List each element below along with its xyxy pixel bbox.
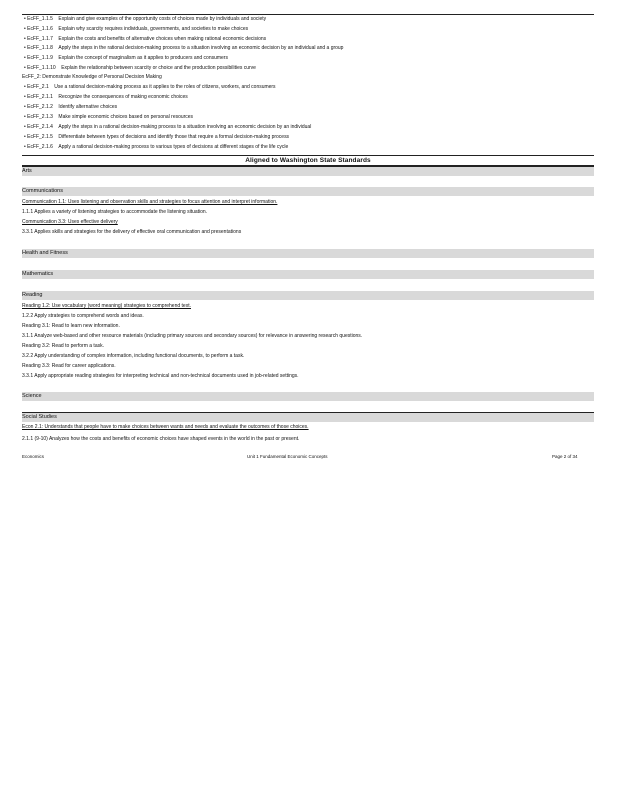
list-item: • EcFF_2.1.3 Make simple economic choices based on personal resources xyxy=(23,114,194,120)
footer-page-number: Page 2 of 34 xyxy=(552,454,578,459)
footer-left: Economics xyxy=(22,454,45,459)
list-item: • EcFF_2.1.6 Apply a rational decision-making process to various types of decisions at different stages of the life cycle xyxy=(23,144,289,150)
standard-line: Reading 3.2: Read to perform a task. xyxy=(22,343,104,349)
section-social-studies: Social Studies xyxy=(22,412,594,422)
aligned-standards-heading xyxy=(22,155,594,166)
section-arts: Arts xyxy=(22,166,594,176)
section-health-fitness: Health and Fitness xyxy=(22,249,594,258)
standard-line: Econ 2.1: Understands that people have to make choices between wants and needs and evaluate the outcomes of those choices. xyxy=(22,424,309,430)
list-item: • EcFF_1.1.8 Apply the steps in the rational decision-making process to a situation involving an economic decision by an individual and a group xyxy=(23,45,344,51)
standard-line: 1.2.2 Apply strategies to comprehend words and ideas. xyxy=(22,313,144,319)
standard-line: Reading 3.1: Read to learn new information. xyxy=(22,323,120,329)
list-item: • EcFF_2.1.5 Differentiate between types of decisions and identify those that require a formal decision-making process xyxy=(23,134,290,140)
footer-center: Unit 1 Fundamental Economic Concepts xyxy=(247,454,328,459)
standard-line: 3.1.1 Analyze web-based and other resource materials (including primary sources and secondary sources) for relevance in answering research questions. xyxy=(22,333,363,339)
standard-line: Communication 3.3: Uses effective delivery xyxy=(22,219,118,225)
section-reading: Reading xyxy=(22,291,594,300)
standard-line: 3.3.1 Applies skills and strategies for the delivery of effective oral communication and presentations xyxy=(22,229,242,235)
standard-line: Communication 1.1: Uses listening and observation skills and strategies to focus attention and interpret information. xyxy=(22,199,278,205)
aligned-standards-title: Aligned to Washington State Standards xyxy=(245,157,371,164)
standard-line: 2.1.1 (9-10) Analyzes how the costs and benefits of economic choices have shaped events in the world in the past or present. xyxy=(22,436,300,442)
top-rule xyxy=(22,14,594,15)
section-communications: Communications xyxy=(22,187,594,196)
list-item: • EcFF_1.1.10 Explain the relationship between scarcity or choice and the production possibilities curve xyxy=(23,65,256,71)
list-item: • EcFF_1.1.9 Explain the concept of marginalism as it applies to producers and consumers xyxy=(23,55,228,61)
standard-line: 1.1.1 Applies a variety of listening strategies to accommodate the listening situation. xyxy=(22,209,208,215)
standard-line: Reading 3.3: Read for career applications. xyxy=(22,363,116,369)
list-item: • EcFF_2.1.1 Recognize the consequences of making economic choices xyxy=(23,94,188,100)
list-item: • EcFF_2.1.4 Apply the steps in a rational decision-making process to a situation involving an economic decision by an individual xyxy=(23,124,312,130)
list-item: • EcFF_1.1.7 Explain the costs and benefits of alternative choices when making rational economic decisions xyxy=(23,36,267,42)
list-item: • EcFF_1.1.5 Explain and give examples of the opportunity costs of choices made by individuals and society xyxy=(23,16,267,22)
standard-line: 3.2.2 Apply understanding of complex information, including functional documents, to perform a task. xyxy=(22,353,245,359)
subsection-heading: EcFF_2: Demonstrate Knowledge of Personal Decision Making xyxy=(22,74,162,80)
section-science: Science xyxy=(22,392,594,401)
list-item: • EcFF_2.1.2 Identify alternative choices xyxy=(23,104,118,110)
list-item: • EcFF_2.1 Use a rational decision-making process as it applies to the roles of citizens, workers, and consumers xyxy=(23,84,276,90)
list-item: • EcFF_1.1.6 Explain why scarcity requires individuals, governments, and societies to make choices xyxy=(23,26,249,32)
section-mathematics: Mathematics xyxy=(22,270,594,279)
standard-line: 3.3.1 Apply appropriate reading strategies for interpreting technical and non-technical documents used in job-related settings. xyxy=(22,373,299,379)
standard-line: Reading 1.2: Use vocabulary (word meaning) strategies to comprehend text. xyxy=(22,303,191,309)
